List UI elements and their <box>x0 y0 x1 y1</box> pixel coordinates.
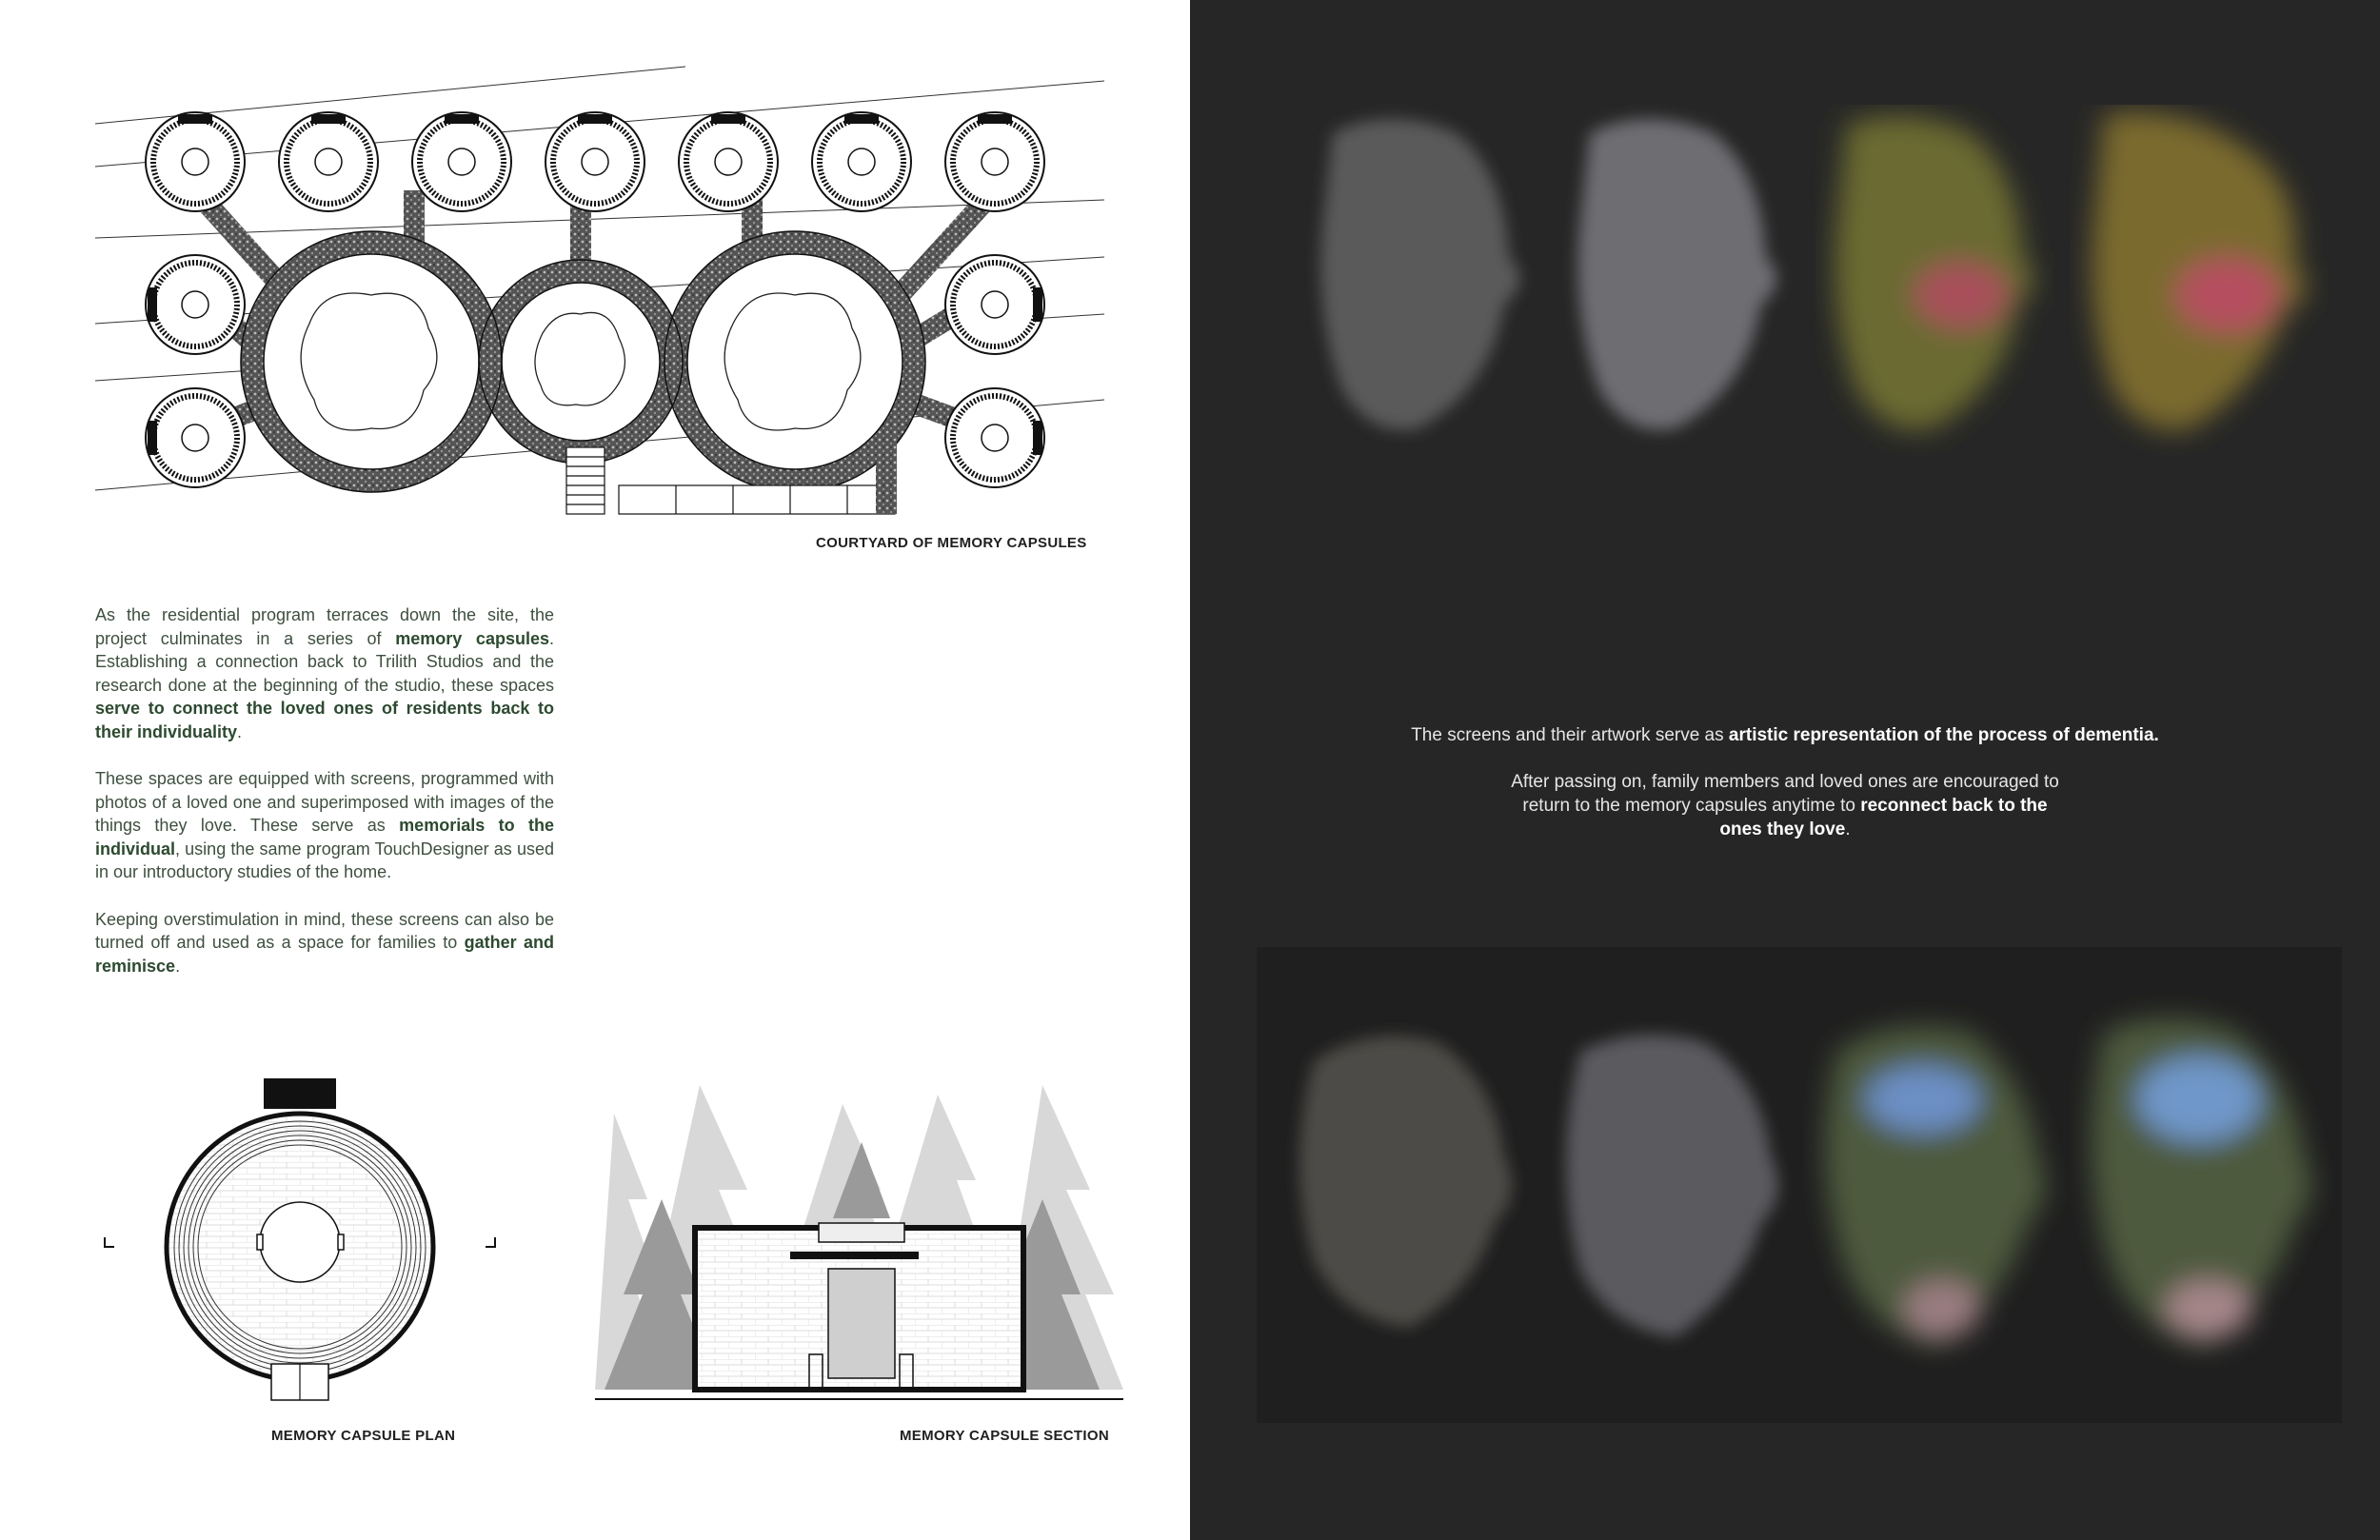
statement-line-2: After passing on, family members and loved ones are encouraged to return to the memory capsules anytime to reconnect back to the ones they love. <box>1511 772 2059 839</box>
plan-caption: MEMORY CAPSULE PLAN <box>271 1428 456 1444</box>
statement-line-1: The screens and their artwork serve as artistic representation of the process of dementia. <box>1411 725 2159 745</box>
description-text <box>95 603 554 1001</box>
dementia-artwork-row-top <box>1304 105 2351 533</box>
portrait-stage-3 <box>1835 116 2034 430</box>
section-caption: MEMORY CAPSULE SECTION <box>900 1428 1109 1444</box>
dementia-artwork-row-bottom <box>1257 947 2342 1423</box>
paragraph-3: Keeping overstimulation in mind, these screens can also be turned off and used as a space for families to gather and reminisce. <box>95 909 554 976</box>
paragraph-1: As the residential program terraces down the site, the project culminates in a series of memory capsules. Establishing a connection back to Trilith Studios and the research done at the beginning of the studio, these spaces serve to connect the loved ones of residents back to their individuality. <box>95 605 554 741</box>
portrait-stage-2 <box>1578 119 1777 430</box>
paragraph-2: These spaces are equipped with screens, programmed with photos of a loved one and superimposed with images of the things they love. These serve as memorials to the individual, using the same program TouchDesigner as used in our introductory studies of the home. <box>95 769 554 881</box>
dementia-statement <box>1333 723 2237 841</box>
courtyard-site-plan <box>86 57 1114 533</box>
courtyard-caption: COURTYARD OF MEMORY CAPSULES <box>816 535 1087 551</box>
portrait-stage-1 <box>1321 119 1520 430</box>
memory-capsule-plan <box>100 1071 509 1423</box>
memory-capsule-section <box>595 1085 1123 1409</box>
portrait-stage-4 <box>2092 112 2307 430</box>
